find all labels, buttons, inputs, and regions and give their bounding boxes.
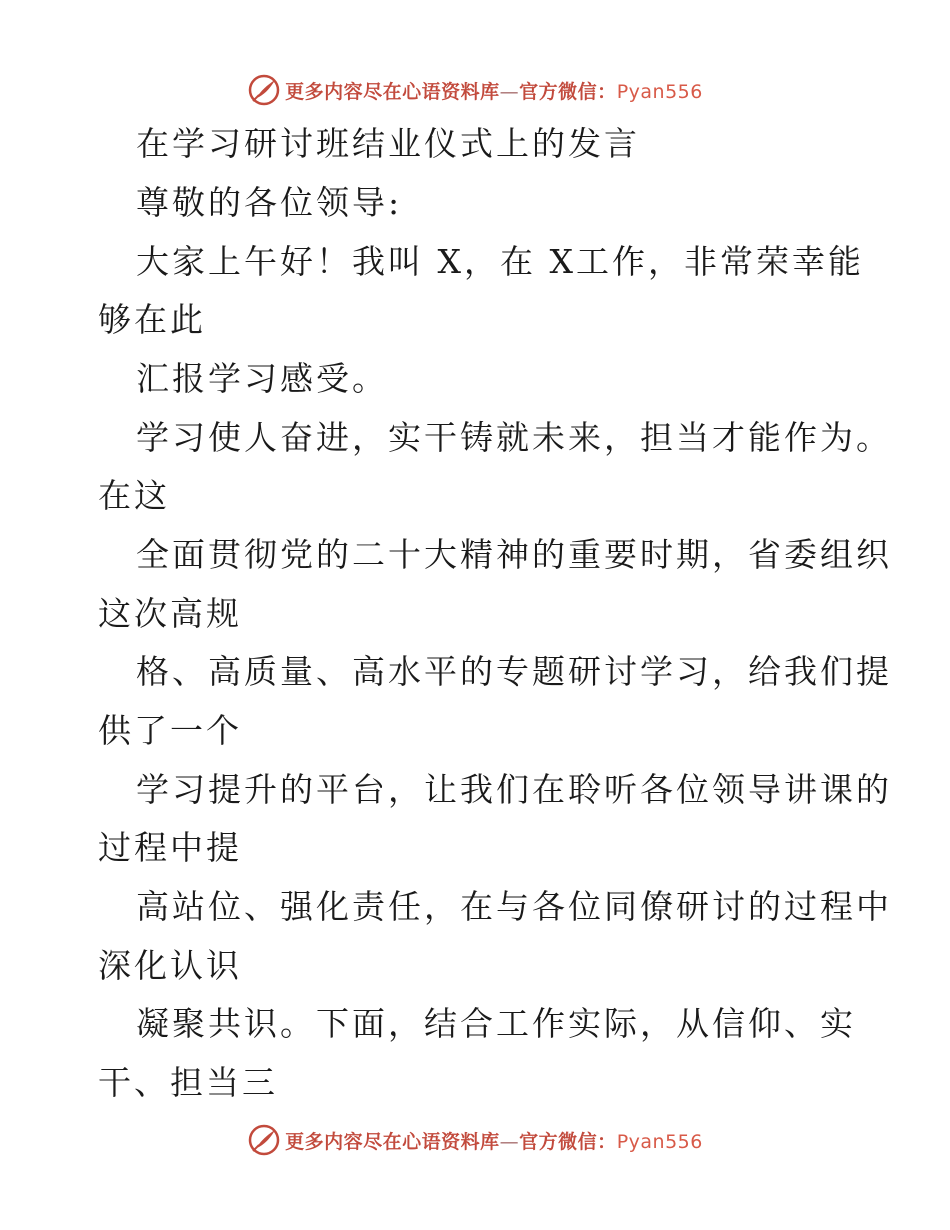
paragraph-line: 干、担当三 xyxy=(98,1063,278,1102)
paragraph-line: 学习使人奋进，实干铸就未来，担当才能作为。 xyxy=(136,418,892,457)
paragraph-line: 汇报学习感受。 xyxy=(136,359,388,398)
watermark-banner-top xyxy=(0,70,950,110)
paragraph-line: 够在此 xyxy=(98,300,206,339)
paragraph-line: 学习提升的平台，让我们在聆听各位领导讲课的 xyxy=(136,770,892,809)
paragraph-line: 大家上午好！我叫 X，在 X工作，非常荣幸能 xyxy=(136,242,864,281)
feather-quill-logo-icon xyxy=(247,1123,281,1157)
watermark-text: 更多内容尽在心语资料库—官方微信：Pyan556 xyxy=(285,80,703,103)
paragraph-line: 高站位、强化责任，在与各位同僚研讨的过程中 xyxy=(136,887,892,926)
paragraph-line: 这次高规 xyxy=(98,594,242,633)
watermark-banner-bottom xyxy=(0,1120,950,1160)
paragraph-line: 凝聚共识。下面，结合工作实际，从信仰、实 xyxy=(136,1004,856,1043)
paragraph-line: 过程中提 xyxy=(98,828,242,867)
paragraph-line: 深化认识 xyxy=(98,946,242,985)
feather-quill-logo-icon xyxy=(247,73,281,107)
paragraph-line: 供了一个 xyxy=(98,711,242,750)
paragraph-line: 格、高质量、高水平的专题研讨学习，给我们提 xyxy=(136,652,892,691)
paragraph-line: 全面贯彻党的二十大精神的重要时期，省委组织 xyxy=(136,535,892,574)
document-title: 在学习研讨班结业仪式上的发言 xyxy=(136,124,640,163)
watermark-text: 更多内容尽在心语资料库—官方微信：Pyan556 xyxy=(285,1130,703,1153)
paragraph-line: 在这 xyxy=(98,476,170,515)
salutation: 尊敬的各位领导: xyxy=(136,183,403,222)
